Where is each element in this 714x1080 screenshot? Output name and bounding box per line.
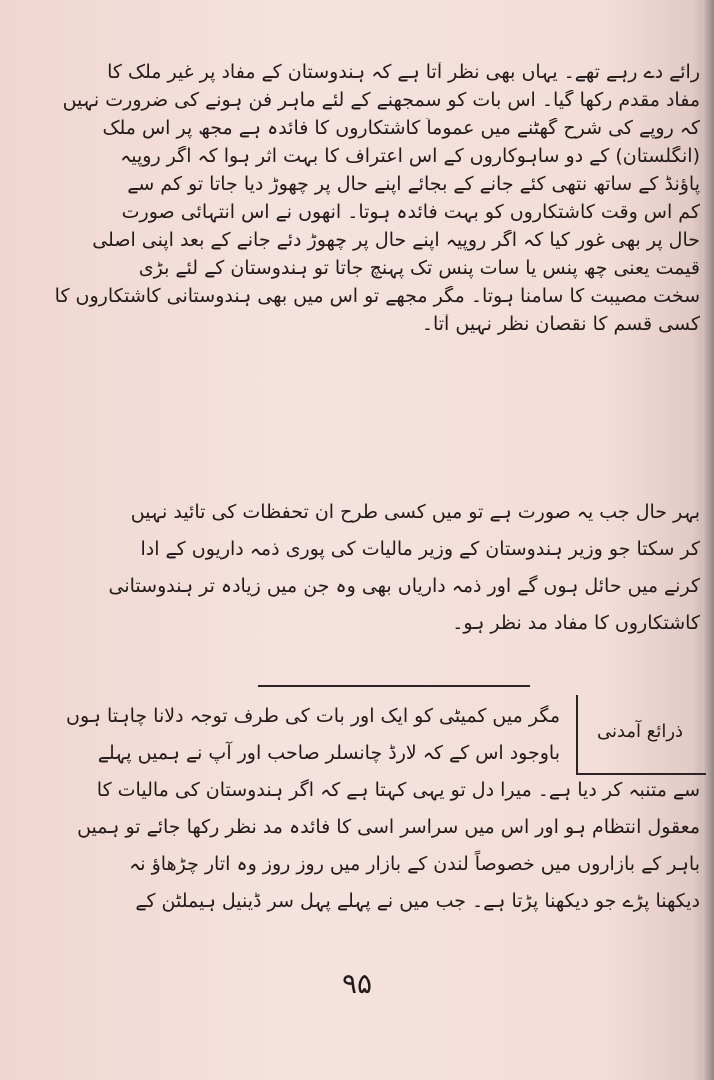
text-line: کاشتکاروں کا مفاد مد نظر ہو۔ xyxy=(452,612,700,634)
text-line: مگر میں کمیٹی کو ایک اور بات کی طرف توجہ دلانا چاہتا ہوں xyxy=(66,705,560,727)
text-line: باوجود اس کے کہ لارڈ چانسلر صاحب اور آپ نے ہمیں پہلے xyxy=(97,742,560,764)
page-number: ۹۵ xyxy=(341,967,373,1000)
paragraph-1 xyxy=(50,62,700,342)
page-spine-shadow xyxy=(702,0,714,1080)
text-line: بہر حال جب یہ صورت ہے تو میں کسی طرح ان تحفظات کی تائید نہیں xyxy=(130,501,700,523)
text-line: (انگلستان) کے دو ساہوکاروں کے اس اعتراف کا بہت اثر ہوا کہ اگر روپیہ xyxy=(120,146,700,167)
text-line: باہر کے بازاروں میں خصوصاً لندن کے بازار میں روز روز وہ اتار چڑھاؤ نہ xyxy=(129,853,700,875)
text-line: معقول انتظام ہو اور اس میں سراسر اسی کا فائدہ مد نظر رکھا جائے تو ہمیں xyxy=(77,816,700,838)
text-line: مفاد مقدم رکھا گیا۔ اس بات کو سمجھنے کے لئے ماہر فن ہونے کی ضرورت نہیں xyxy=(62,90,700,111)
text-line: رائے دے رہے تھے۔ یہاں بھی نظر آتا ہے کہ ہندوستان کے مفاد پر غیر ملک کا xyxy=(107,62,700,83)
paragraph-2 xyxy=(50,495,700,643)
text-line: سے متنبہ کر دیا ہے۔ میرا دل تو یہی کہتا ہے کہ اگر ہندوستان کی مالیات کا xyxy=(96,779,700,801)
text-line: پاؤنڈ کے ساتھ نتھی کئے جانے کے بجائے اپنے حال پر چھوڑ دیا جاتا تو کم سے xyxy=(127,174,700,195)
text-line: کسی قسم کا نقصان نظر نہیں آتا۔ xyxy=(421,314,700,335)
text-line: حال پر بھی غور کیا کہ اگر روپیہ اپنے حال پر چھوڑ دئے جانے کے بعد اپنی اصلی xyxy=(92,230,700,251)
text-line: قیمت یعنی چھ پنس یا سات پنس تک پہنچ جاتا تو ہندوستان کے لئے بڑی xyxy=(138,258,700,279)
text-line: سخت مصیبت کا سامنا ہوتا۔ مگر مجھے تو اس میں بھی ہندوستانی کاشتکاروں کا xyxy=(54,286,700,307)
margin-heading: ذرائع آمدنی xyxy=(596,721,684,742)
text-line: کرنے میں حائل ہوں گے اور ذمہ داریاں بھی وہ جن میں زیادہ تر ہندوستانی xyxy=(108,575,700,597)
text-line: کر سکتا جو وزیر ہندوستان کے وزیر مالیات کی پوری ذمہ داریوں کے ادا xyxy=(140,538,700,560)
paragraph-3 xyxy=(50,700,700,922)
section-divider xyxy=(258,685,530,687)
text-line: کہ روپے کی شرح گھٹنے میں عموماً کاشتکاروں کا فائدہ ہے مجھ پر اس ملک xyxy=(102,118,700,139)
text-line: دیکھنا پڑے جو دیکھنا پڑتا ہے۔ جب میں نے پہلے پہل سر ڈینیل ہیملٹن کے xyxy=(135,890,700,912)
text-line: کم اس وقت کاشتکاروں کو بہت فائدہ ہوتا۔ انھوں نے اس انتہائی صورت xyxy=(121,202,700,223)
